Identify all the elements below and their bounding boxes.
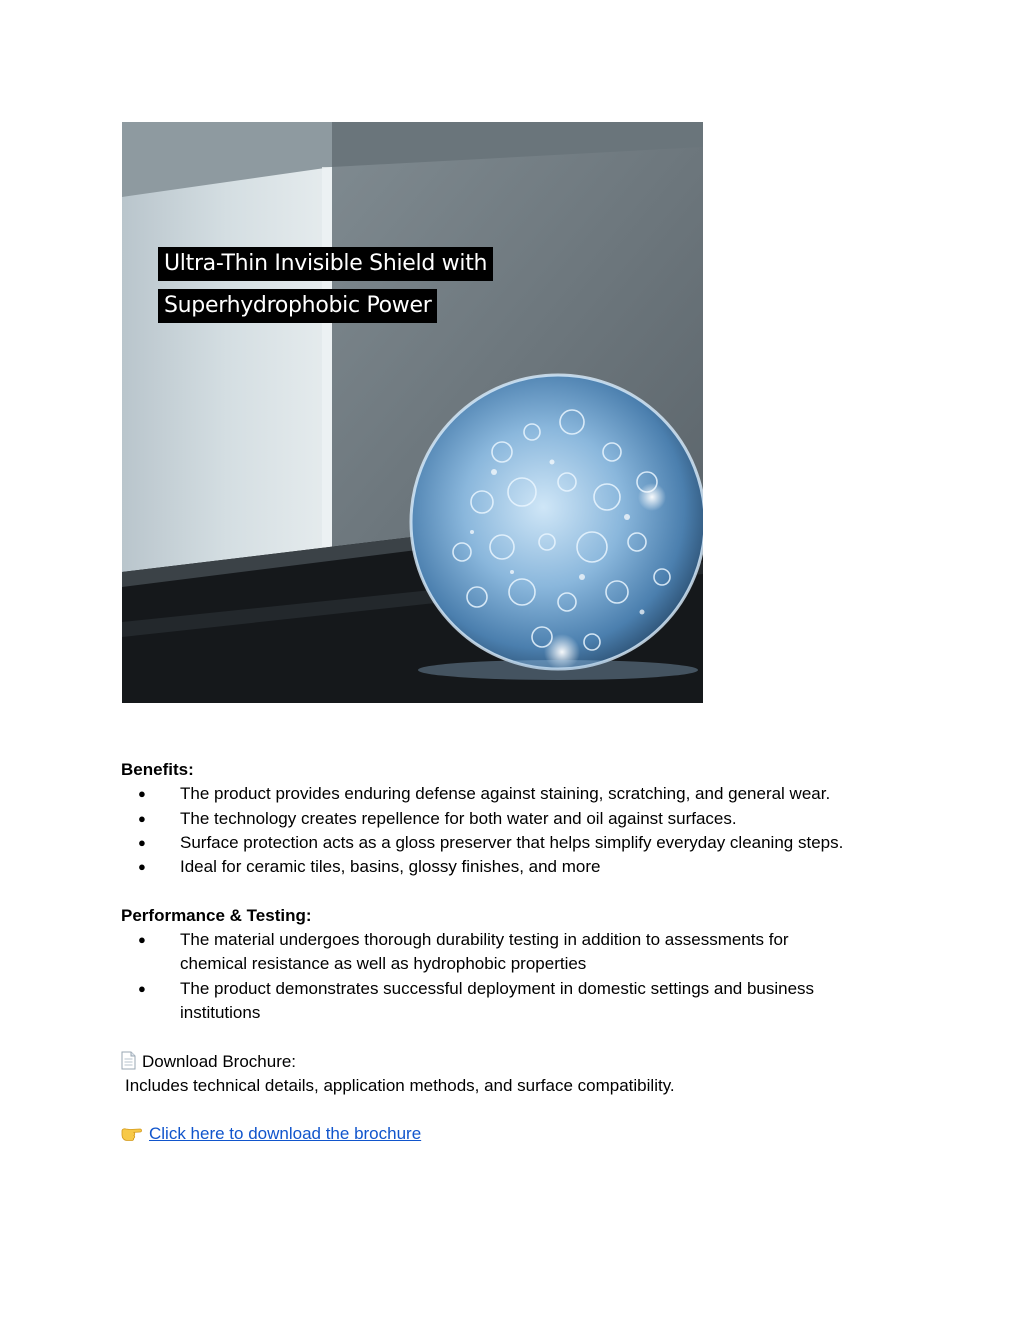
page-facing-up-icon bbox=[121, 1051, 136, 1070]
list-item-text-line1: The material undergoes thorough durability testing in addition to assessments for bbox=[180, 930, 789, 950]
document-body bbox=[121, 758, 921, 1147]
list-item-text: The product provides enduring defense against staining, scratching, and general wear. bbox=[180, 784, 831, 804]
hero-image bbox=[122, 122, 703, 703]
performance-list bbox=[121, 928, 921, 1025]
hero-caption-line2: Superhydrophobic Power bbox=[158, 289, 437, 323]
list-item-text: Ideal for ceramic tiles, basins, glossy finishes, and more bbox=[180, 857, 601, 877]
brochure-title: Download Brochure: bbox=[142, 1051, 297, 1071]
list-item bbox=[121, 782, 921, 806]
bullet-icon: ● bbox=[138, 980, 146, 996]
pointing-hand-icon bbox=[121, 1125, 143, 1141]
benefits-heading: Benefits: bbox=[121, 760, 194, 779]
list-item-text-line2: institutions bbox=[180, 1002, 261, 1022]
brochure-link-row bbox=[121, 1122, 921, 1146]
bullet-icon: ● bbox=[138, 834, 146, 850]
bullet-icon: ● bbox=[138, 786, 146, 802]
list-item-text: The technology creates repellence for both water and oil against surfaces. bbox=[180, 808, 737, 828]
list-item bbox=[121, 977, 921, 1026]
bullet-icon: ● bbox=[138, 859, 146, 875]
list-item bbox=[121, 831, 921, 855]
droplet-on-glass-illustration bbox=[122, 122, 703, 703]
performance-heading: Performance & Testing: bbox=[121, 905, 312, 925]
list-item-text-line1: The product demonstrates successful deployment in domestic settings and business bbox=[180, 978, 815, 998]
spacer bbox=[121, 1098, 921, 1122]
list-item-text-line2: chemical resistance as well as hydrophobic properties bbox=[180, 954, 587, 974]
list-item bbox=[121, 928, 921, 977]
spacer bbox=[121, 1025, 921, 1049]
spacer bbox=[121, 879, 921, 903]
bullet-icon: ● bbox=[138, 932, 146, 948]
brochure-description: Includes technical details, application methods, and surface compatibility. bbox=[125, 1075, 675, 1095]
list-item-text: Surface protection acts as a gloss preserver that helps simplify everyday cleaning steps. bbox=[180, 832, 844, 852]
list-item bbox=[121, 855, 921, 879]
list-item bbox=[121, 807, 921, 831]
brochure-title-row bbox=[121, 1050, 921, 1074]
bullet-icon: ● bbox=[138, 810, 146, 826]
benefits-list bbox=[121, 782, 921, 879]
download-brochure-link-text: Click here to download the brochure bbox=[149, 1124, 422, 1144]
hero-caption-line1: Ultra-Thin Invisible Shield with bbox=[158, 247, 493, 281]
download-brochure-link[interactable] bbox=[121, 1124, 421, 1143]
